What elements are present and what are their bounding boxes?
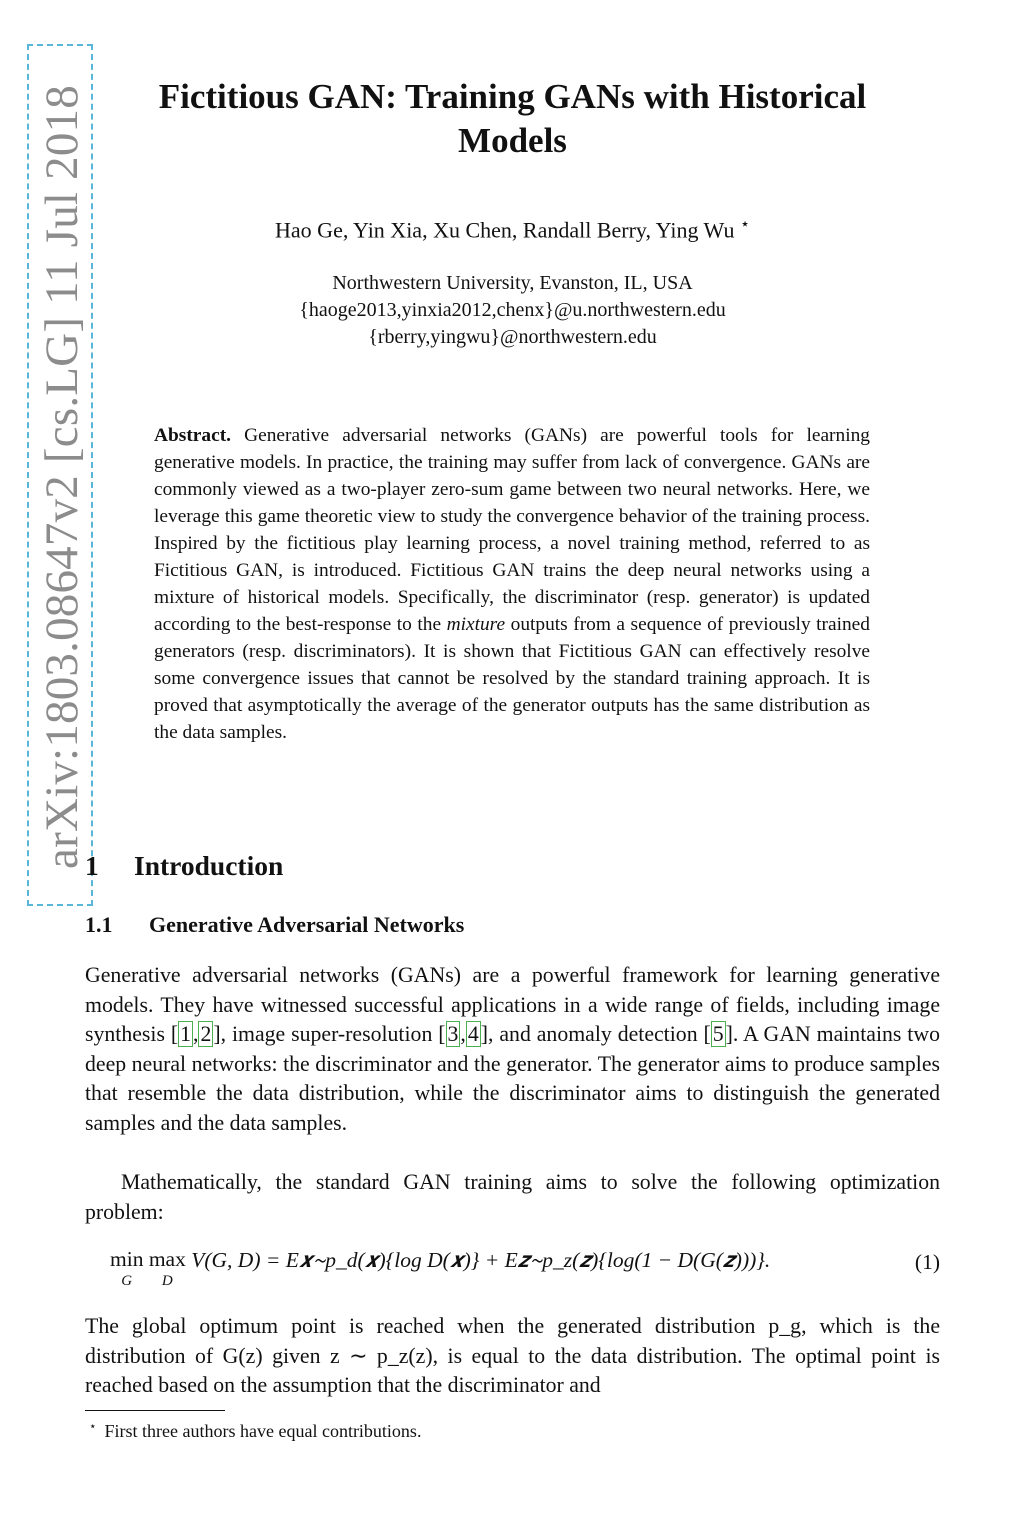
title-line-2: Models	[458, 121, 567, 160]
max-label: max	[148, 1247, 186, 1271]
section-heading-introduction	[85, 850, 283, 882]
intro-paragraph-2: Mathematically, the standard GAN training aims to solve the following optimization problem:	[85, 1170, 940, 1224]
footnote-rule	[85, 1410, 225, 1411]
abstract-text-a: Generative adversarial networks (GANs) are powerful tools for learning generative models. In practice, the training may suffer from lack of convergence. GANs are commonly viewed as a two-player zero-sum game between two neural networks. Here, we leverage this game theoretic view to study the convergence behavior of the training process. Inspired by the fictitious play learning process, a novel training method, referred to as Fictitious GAN, is introduced. Fictitious GAN trains the deep neural networks using a mixture of historical models. Specifically, the discriminator (resp. generator) is updated according to the best-response to the	[154, 425, 870, 635]
abstract-emphasis: mixture	[446, 614, 506, 635]
emails-line-2: {rberry,yingwu}@northwestern.edu	[368, 326, 657, 348]
abstract	[154, 422, 870, 746]
min-operator	[110, 1248, 143, 1292]
authors-text: Hao Ge, Yin Xia, Xu Chen, Randall Berry, Ying Wu	[275, 217, 735, 243]
citation-link-4[interactable]: 4	[467, 1022, 479, 1046]
abstract-label: Abstract.	[154, 425, 232, 446]
abstract-text-b: outputs from a sequence of previously trained generators (resp. discriminators). It is shown that Fictitious GAN can effectively resolve some convergence issues that cannot be resolved by the standard training approach. It is proved that asymptotically the average of the generator outputs has the same distribution as the data samples.	[154, 614, 870, 743]
author-list	[85, 214, 940, 243]
footnote-text: First three authors have equal contributions.	[104, 1421, 422, 1441]
title-line-1: Fictitious GAN: Training GANs with Historical	[158, 77, 867, 116]
equation-number: (1)	[914, 1250, 940, 1274]
citation-link-2[interactable]: 2	[200, 1022, 212, 1046]
subsection-title: Generative Adversarial Networks	[149, 912, 465, 937]
section-title: Introduction	[134, 850, 284, 881]
intro-paragraph-3: The global optimum point is reached when the generated distribution p_g, which is the distribution of G(z) given z ∼ p_z(z), is equal to the data distribution. The optimal point is reached based on the assumption that the discriminator and	[85, 1314, 940, 1397]
max-operator	[149, 1248, 186, 1292]
author-footnote-mark: ⋆	[739, 216, 750, 233]
citation-link-3[interactable]: 3	[447, 1022, 459, 1046]
p1-text-d: ]. A GAN maintains two deep neural networks: the discriminator and the generator. The generator aims to produce samples that resemble the data distribution, while the discriminator aims to distinguish the generated samples and the data samples.	[85, 1022, 940, 1135]
affiliation: Northwestern University, Evanston, IL, USA	[332, 272, 693, 294]
section-number: 1	[85, 850, 99, 881]
citation-link-5[interactable]: 5	[712, 1022, 724, 1046]
p1-text-a: Generative adversarial networks (GANs) are a powerful framework for learning generative models. They have witnessed successful applications in a wide range of fields, including image synthesis [	[85, 963, 940, 1046]
footnote	[85, 1419, 421, 1442]
p1-text-c: ], and anomaly detection [	[480, 1022, 711, 1046]
equation-body	[110, 1248, 770, 1292]
citation-link-1[interactable]: 1	[180, 1022, 191, 1046]
intro-paragraph-1: Generative adversarial networks (GANs) are a powerful framework for learning generative models. They have witnessed successful applications in a wide range of fields, including image synthesis [1,2], image super-resolution [3,4], and anomaly detection [5]. A GAN maintains two deep neural networks: the discriminator and the generator. The generator aims to produce samples that resemble the data distribution, while the discriminator aims to distinguish the generated samples and the data samples.	[85, 963, 940, 1135]
subsection-heading-gans	[85, 912, 464, 938]
emails-line-1: {haoge2013,yinxia2012,chenx}@u.northwestern.edu	[299, 299, 726, 321]
min-subscript: G	[121, 1273, 133, 1289]
equation-1	[110, 1248, 940, 1294]
equation-expression: V(G, D) = E𝒙∼p_d(𝒙){log D(𝒙)} + E𝒛∼p_z(𝒛){log(1 − D(G(𝒛)))}.	[191, 1248, 771, 1272]
p1-text-b: ], image super-resolution [	[213, 1022, 446, 1046]
affiliation-block	[85, 270, 940, 351]
min-label: min	[110, 1247, 144, 1271]
footnote-mark: ⋆	[89, 1419, 97, 1433]
max-subscript: D	[161, 1273, 173, 1289]
arxiv-stamp-box	[27, 44, 93, 906]
subsection-number: 1.1	[85, 912, 113, 937]
paper-title	[85, 75, 940, 163]
arxiv-stamp: arXiv:1803.08647v2 [cs.LG] 11 Jul 2018	[36, 85, 88, 869]
